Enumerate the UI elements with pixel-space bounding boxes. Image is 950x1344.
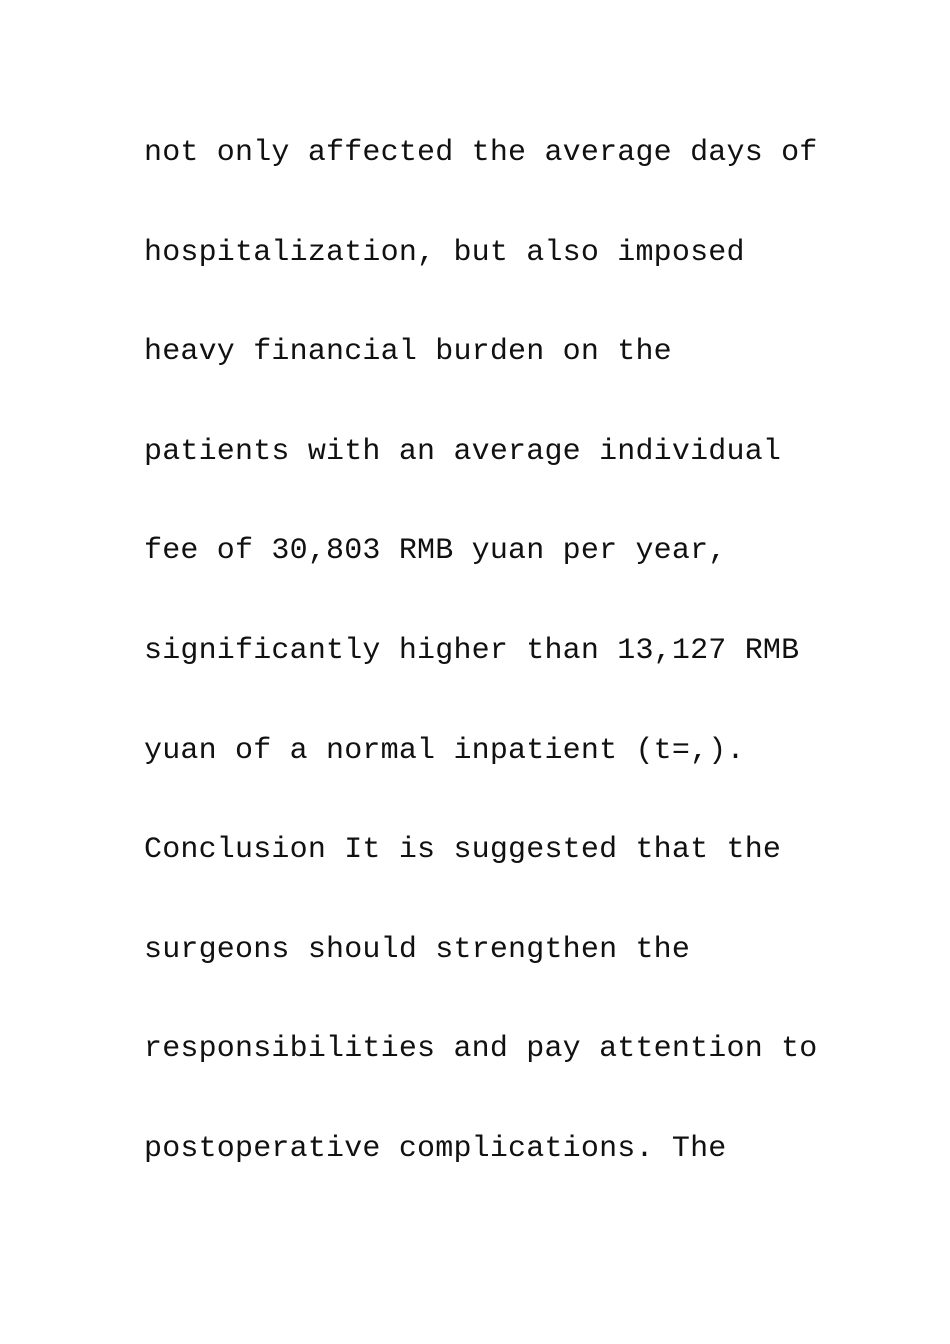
text-line-8: Conclusion It is suggested that the: [144, 833, 782, 868]
text-line-2: hospitalization, but also imposed: [144, 235, 745, 270]
text-line-3: heavy financial burden on the: [144, 335, 672, 370]
text-line-9: surgeons should strengthen the: [144, 932, 691, 967]
body-text: [144, 128, 844, 1224]
text-line-11: postoperative complications. The: [144, 1131, 727, 1166]
text-line-7: yuan of a normal inpatient (t=,).: [144, 733, 745, 768]
text-line-1: not only affected the average days of: [144, 136, 818, 170]
text-line-4: patients with an average individual: [144, 434, 782, 469]
text-line-10: responsibilities and pay attention to: [144, 1032, 818, 1067]
text-line-5: fee of 30,803 RMB yuan per year,: [144, 534, 727, 569]
text-line-6: significantly higher than 13,127 RMB: [144, 633, 800, 668]
